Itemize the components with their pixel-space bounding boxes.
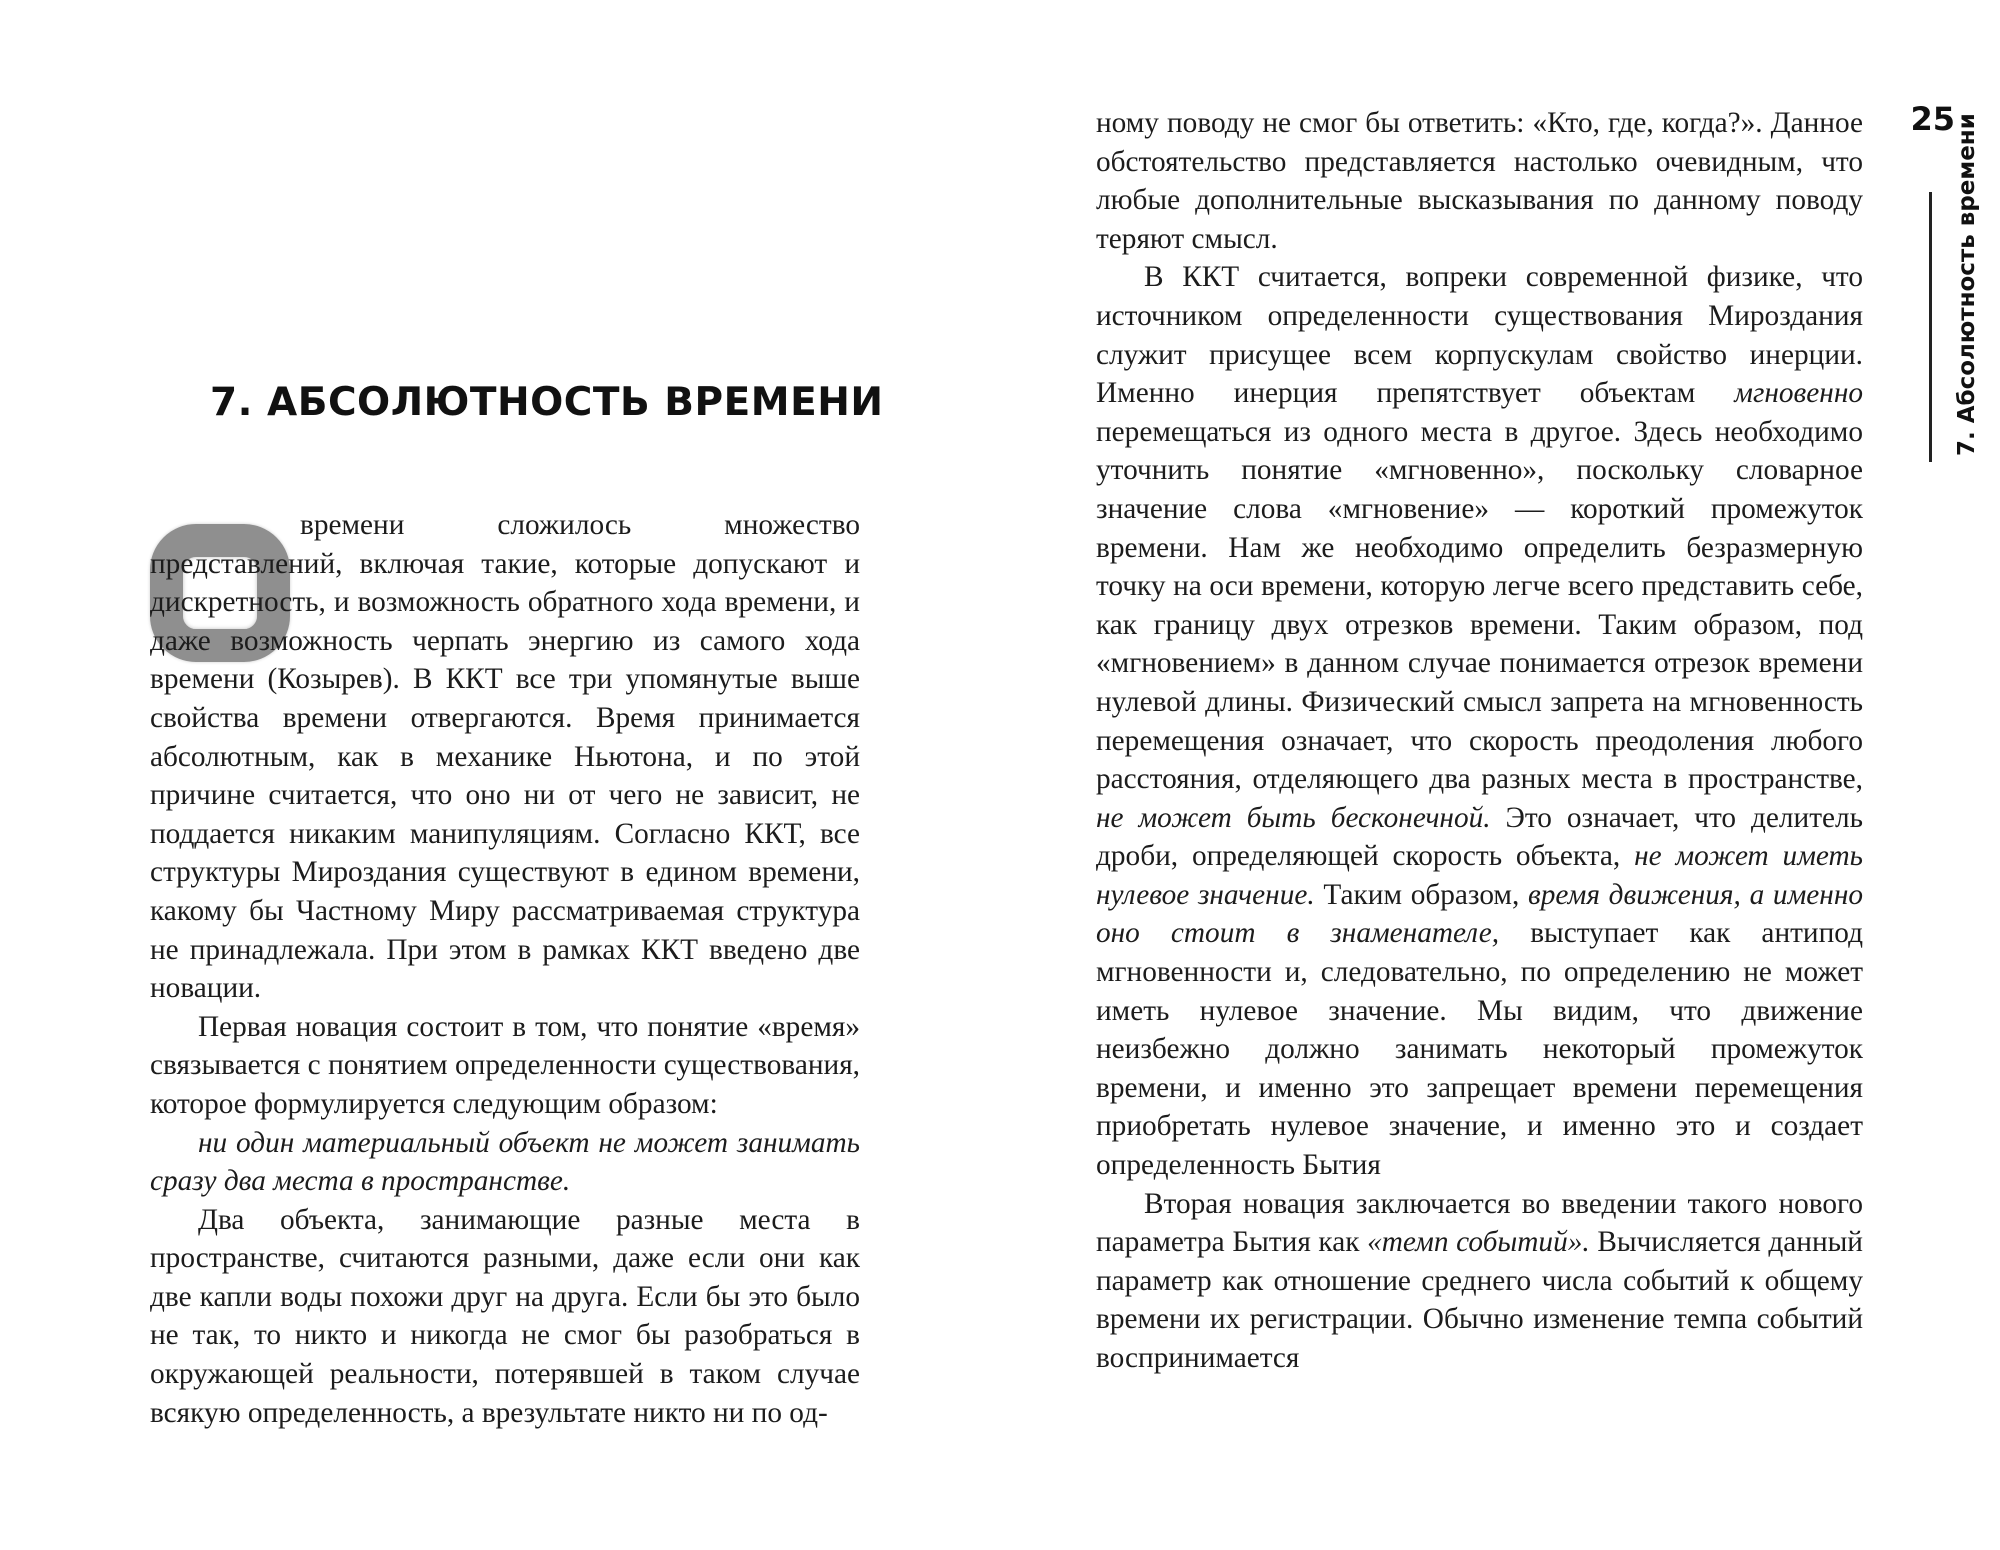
left-page-body [150, 506, 860, 1432]
emphasis-instantly: мгновенно [1734, 377, 1863, 410]
paragraph-definition-italic [150, 1124, 860, 1201]
emphasis-not-infinite: не может быть бесконечной. [1096, 801, 1491, 834]
emphasis-not-zero: не может иметь нулевое значение. [1096, 840, 1864, 911]
text-run: перемещаться из одного места в другое. Здесь необходимо уточнить понятие «мгновенно», поскольку словарное значение слова «мгновение» — короткий промежуток времени. Нам же необходимо определить безразмерную точку на оси времени, которую легче всего представить себе, как границу двух отрезков времени. Таким образом, под «мгновением» в данном случае понимается отрезок времени нулевой длины. Физический смысл запрета на мгновенность перемещения означает, что скорость преодоления любого расстояния, отделяющего два разных места в пространстве, [1096, 415, 1863, 796]
emphasis-denominator: время движения, а именно оно стоит в знаменателе, [1096, 878, 1864, 950]
emphasis-event-tempo: «темп событий». [1367, 1226, 1590, 1259]
text-run: Вторая новация заключается во введении такого нового параметра Бытия как [1096, 1187, 1863, 1259]
paragraph-two-objects: Два объекта, занимающие разные места в пространстве, считаются разными, даже если они как две капли воды похожи друг на друга. Если бы это было не так, то никто и никогда не смог бы разобраться в окружающей реальности, потерявшей в таком случае всякую определенность, а врезультате никто ни по од- [150, 1203, 860, 1429]
paragraph-first-novation: Первая новация состоит в том, что понятие «время» связывается с понятием определенности существования, которое формулируется следующим образом: [150, 1010, 860, 1120]
text-run: Это означает, что делитель дроби, определяющей скорость объекта, [1096, 801, 1863, 873]
paragraph-opening: времени сложилось множество представлений, включая такие, которые допускают и дискретность, и возможность обратного хода времени, и даже возможность черпать энергию из самого хода времени (Козырев). В ККТ все три упомянутые выше свойства времени отвергаются. Время принимается абсолютным, как в механике Ньютона, и по этой причине считается, что оно ни от чего не зависит, не поддается никаким манипуляциям. Согласно ККТ, все структуры Мироздания существуют в едином времени, какому бы Частному Миру рассматриваемая структура не принадлежала. При этом в рамках ККТ введено две новации. [150, 509, 860, 1005]
running-header-text: 7. Абсолютность времени [1954, 113, 1980, 456]
page-number: 25 [1910, 100, 1955, 138]
running-header [1929, 113, 1982, 462]
text-run: выступает как антипод мгновенности и, следовательно, по определению не может иметь нулевое значение. Мы видим, что движение неизбежно должно занимать некоторый промежуток времени, и именно это запрещает времени перемещения приобретать нулевое значение, и именно это и создает определенность Бытия [1096, 917, 1863, 1182]
text-run: Таким образом, [1323, 878, 1520, 911]
right-page [1000, 0, 2000, 1550]
definition-italic-text: ни один материальный объект не может занимать сразу два места в пространстве. [150, 1126, 860, 1198]
paragraph-continuation: ному поводу не смог бы ответить: «Кто, где, когда?». Данное обстоятельство представляется настолько очевидным, что любые дополнительные высказывания по данному поводу теряют смысл. [1096, 107, 1863, 255]
text-run: Вычисляется данный параметр как отношение среднего числа событий к общему времени их регистрации. Обычно изменение темпа событий воспринимается [1096, 1226, 1863, 1374]
paragraph-inertia [1096, 258, 1863, 1184]
text-run: В ККТ считается, вопреки современной физике, что источником определенности существования Мироздания служит присущее всем корпускулам свойство инерции. Именно инерция препятствует объектам [1096, 261, 1863, 410]
paragraph-second-novation [1096, 1185, 1863, 1378]
right-page-body [1096, 104, 1863, 1378]
chapter-title: 7. АБСОЛЮТНОСТЬ ВРЕМЕНИ [210, 380, 884, 425]
